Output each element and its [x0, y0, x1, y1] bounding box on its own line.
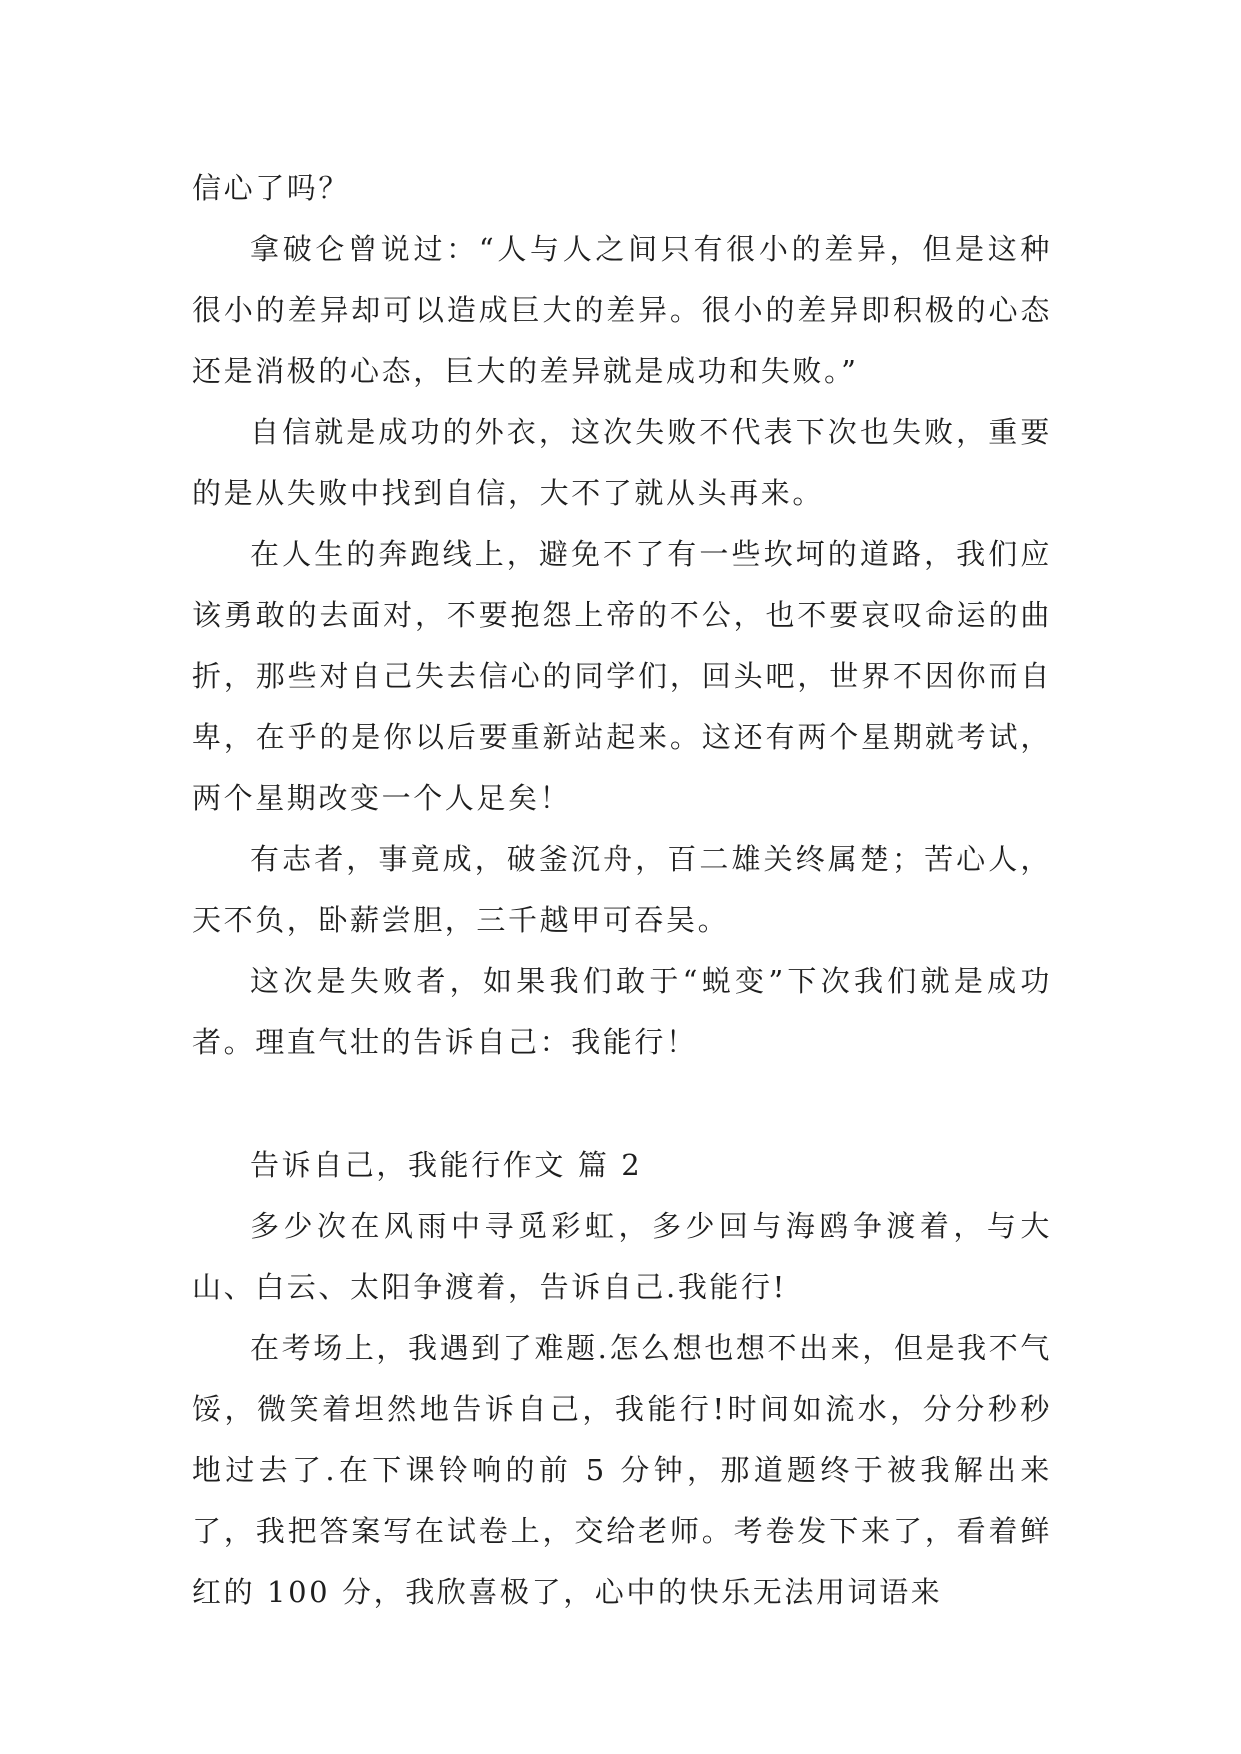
paragraph-continuation: 信心了吗？	[192, 171, 351, 205]
paragraph-napoleon-quote: 拿破仑曾说过：“人与人之间只有很小的差异，但是这种很小的差异却可以造成巨大的差异。很小的差异即积极的心态还是消极的心态，巨大的差异就是成功和失败。”	[192, 232, 1052, 388]
paragraph-life-race: 在人生的奔跑线上，避免不了有一些坎坷的道路，我们应该勇敢的去面对，不要抱怨上帝的不公，也不要哀叹命运的曲折，那些对自己失去信心的同学们，回头吧，世界不因你而自卑，在乎的是你以后要重新站起来。这还有两个星期就考试，两个星期改变一个人足矣！	[192, 537, 1052, 815]
paragraph-couplet: 有志者，事竟成，破釜沉舟，百二雄关终属楚；苦心人，天不负，卧薪尝胆，三千越甲可吞吴。	[192, 842, 1052, 937]
paragraph-conclusion: 这次是失败者，如果我们敢于“蜕变”下次我们就是成功者。理直气壮的告诉自己：我能行！	[192, 964, 1052, 1059]
document-body	[192, 158, 1052, 1623]
section-heading: 告诉自己，我能行作文 篇 2	[250, 1148, 643, 1182]
paragraph-rainbow: 多少次在风雨中寻觅彩虹，多少回与海鸥争渡着，与大山、白云、太阳争渡着，告诉自己.我能行!	[192, 1209, 1052, 1304]
paragraph-exam: 在考场上，我遇到了难题.怎么想也想不出来，但是我不气馁，微笑着坦然地告诉自己，我能行!时间如流水，分分秒秒地过去了.在下课铃响的前 5 分钟，那道题终于被我解出来了，我把答案写在试卷上，交给老师。考卷发下来了，看着鲜红的 100 分，我欣喜极了，心中的快乐无法用词语来	[192, 1331, 1052, 1609]
paragraph-confidence: 自信就是成功的外衣，这次失败不代表下次也失败，重要的是从失败中找到自信，大不了就从头再来。	[192, 415, 1052, 510]
